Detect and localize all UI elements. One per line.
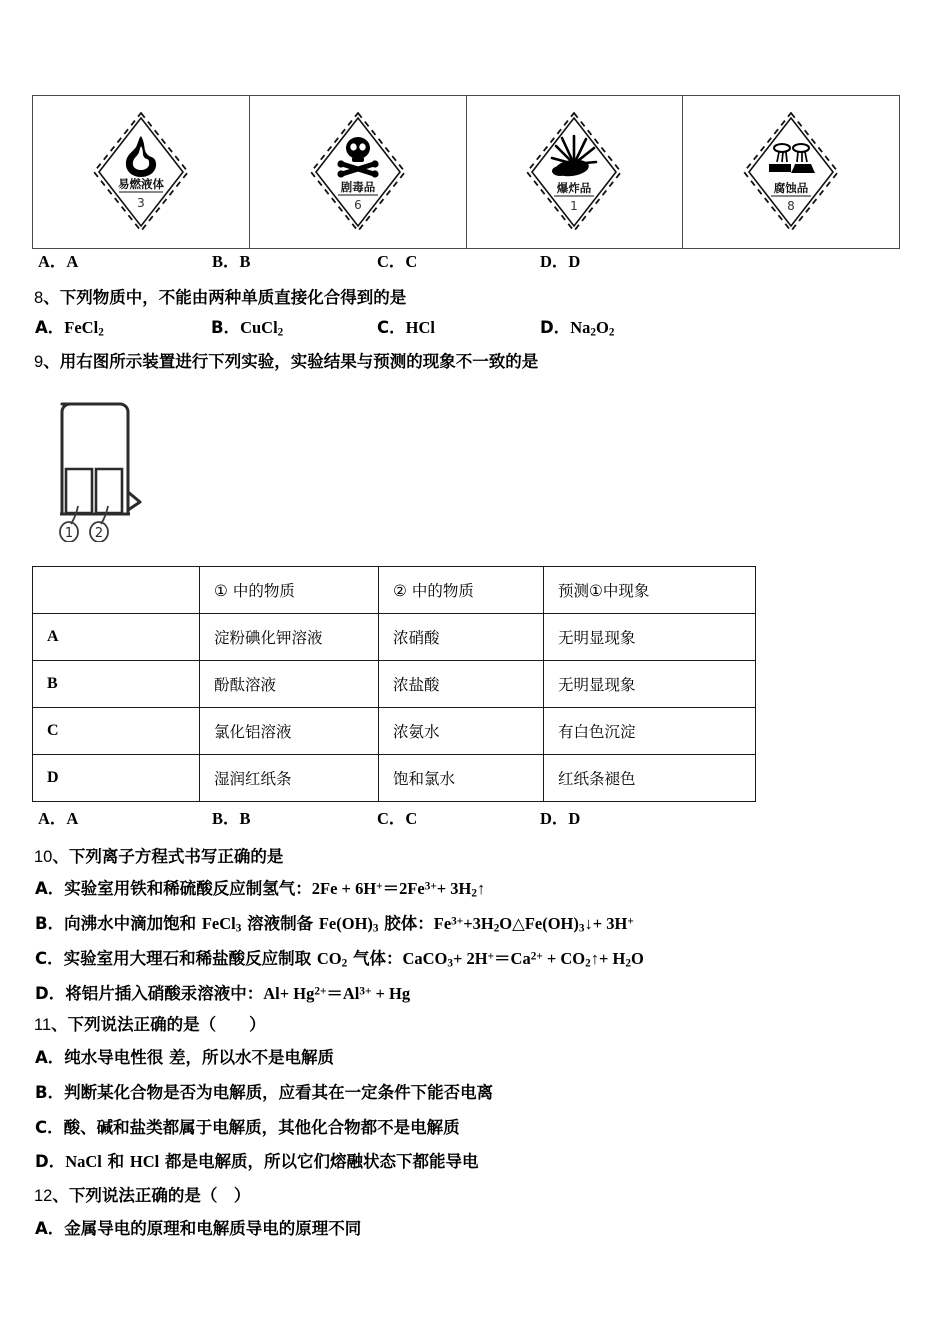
q10-option-d-text: 将铝片插入硝酸汞溶液中： [65,984,264,1003]
hazard-cell-c [466,96,683,249]
q9-option-c[interactable]: C．C [377,809,418,828]
skull-crossbones-icon [310,112,406,232]
q10-option-a-text: 实验室用铁和稀硫酸反应制氢气： [64,879,312,898]
exp-row-a-c2: 浓硝酸 [379,614,544,661]
q8-option-c[interactable] [377,318,435,338]
q11-option-d-and: 和 [101,1152,130,1171]
exp-row-c-c1: 氯化铝溶液 [200,708,379,755]
svg-text:3: 3 [137,196,145,210]
q8-option-d-sub1: 2 [590,326,596,339]
q8-option-b-prefix: B． [211,318,241,337]
q10-option-c[interactable] [35,949,644,971]
q8-option-d-sub2: 2 [608,326,615,339]
q11-option-d-nacl: NaCl [65,1152,102,1171]
q9-sep: 、 [43,352,60,371]
exp-row-a-c3: 无明显现象 [544,614,756,661]
q10-option-c-co2: $CO_2$ [316,949,348,970]
q8-option-d-na: Na [570,318,591,337]
q11-option-d-prefix: D． [35,1152,66,1171]
q11-option-d-tail: 都是电解质，所以它们熔融状态下都能导电 [159,1152,479,1171]
q8-option-b-sub: 2 [277,326,284,339]
q10-option-a-prefix: A． [35,879,65,898]
table-header-row [33,567,756,614]
q10-option-a-equation: $2Fe + 6H^+=2Fe^{3+}+$ $3H_2↑$ [311,879,486,900]
q10-option-b-text1: 向沸水中滴加饱和 [64,914,202,933]
q9-stem-text: 用右图所示装置进行下列实验，实验结果与预测的现象不一致的是 [59,352,539,371]
exp-row-d-c3: 红纸条褪色 [544,755,756,802]
exp-row-b-c2: 浓盐酸 [379,661,544,708]
q8-stem-text: 下列物质中，不能由两种单质直接化合得到的是 [59,288,407,307]
q10-number: 10 [34,848,53,866]
table-row [33,755,756,802]
q7-option-d[interactable]: D．D [540,252,581,271]
q10-option-c-prefix: C． [35,949,64,968]
svg-text:2: 2 [94,526,104,541]
q10-option-c-text2: 气体： [347,949,403,968]
hazard-label-table [32,95,900,249]
q11-option-d-hcl: HCl [129,1152,160,1171]
table-row [33,708,756,755]
q11-stem-text: 下列说法正确的是（ ） [67,1015,266,1034]
q11-option-a[interactable]: A．纯水导电性很 差，所以水不是电解质 [35,1048,335,1067]
exp-header-substance1: ① 中的物质 [200,567,379,614]
corrosion-icon [743,112,839,232]
exp-row-b-c3: 无明显现象 [544,661,756,708]
q11-sep: 、 [51,1015,68,1034]
q8-option-a-prefix: A． [35,318,65,337]
q10-option-b-equation: $Fe^{3+}+3H_2O\triangle Fe(OH)_3↓+ 3H^+$ [433,914,634,935]
q7-option-a[interactable]: A．A [38,252,79,271]
apparatus-diagram [44,392,160,542]
exp-row-b-c1: 酚酞溶液 [200,661,379,708]
q10-stem [34,847,283,868]
q11-option-c[interactable]: C．酸、碱和盐类都属于电解质，其他化合物都不是电解质 [35,1118,460,1137]
exp-row-c-c2: 浓氨水 [379,708,544,755]
q8-option-a[interactable] [35,318,104,340]
q12-stem [34,1186,250,1207]
q11-option-d[interactable] [35,1152,478,1172]
q11-option-b[interactable]: B．判断某化合物是否为电解质，应看其在一定条件下能否电离 [35,1083,494,1102]
svg-text:腐蚀品: 腐蚀品 [773,181,809,195]
exp-row-label-d: D [33,755,200,802]
exp-row-label-a: A [33,614,200,661]
table-row [33,96,900,249]
q10-option-b-feoh3: $Fe(OH)_3$ [318,914,379,935]
exp-row-a-c1: 淀粉碘化钾溶液 [200,614,379,661]
q11-number: 11 [34,1016,52,1034]
exp-header-substance2: ② 中的物质 [379,567,544,614]
q8-stem [34,288,406,309]
hazard-cell-b [249,96,466,249]
q9-number: 9 [34,353,44,371]
hazard-cell-a [33,96,250,249]
q8-sep: 、 [43,288,60,307]
q10-sep: 、 [52,847,69,866]
q12-sep: 、 [52,1186,69,1205]
exp-header-blank [33,567,200,614]
explosion-icon [526,112,622,232]
q12-stem-text: 下列说法正确的是（ ） [68,1186,251,1205]
q10-option-b-text3: 胶体： [378,914,434,933]
svg-text:8: 8 [787,199,795,213]
flame-icon [93,112,189,232]
q8-option-a-formula: FeCl [64,318,99,337]
table-row [33,661,756,708]
q10-option-d-equation: $Al+ Hg^{2+}=Al^{3+} + Hg$ [263,984,411,1003]
table-row [33,614,756,661]
exp-header-prediction: 预测①中现象 [544,567,756,614]
svg-text:1: 1 [64,526,74,541]
experiment-table [32,566,756,802]
q9-option-a[interactable]: A．A [38,809,79,828]
q9-option-b[interactable]: B．B [212,809,251,828]
exp-row-label-c: C [33,708,200,755]
q10-option-b-text2: 溶液制备 [241,914,319,933]
hazard-cell-d [683,96,900,249]
q9-option-d[interactable]: D．D [540,809,581,828]
q8-option-d-prefix: D． [540,318,571,337]
q9-stem [34,352,538,373]
svg-text:1: 1 [570,199,579,213]
q8-option-c-formula: HCl [405,318,435,337]
q10-option-d[interactable] [35,984,410,1004]
q10-option-c-equation: CaCO$_3$+ $2H^+=Ca^{2+}$ + $CO_2↑+ H_2O$ [402,949,644,970]
q12-number: 12 [34,1187,53,1205]
q7-option-b[interactable]: B．B [212,252,251,271]
exp-row-d-c2: 饱和氯水 [379,755,544,802]
q8-option-b-formula: CuCl [240,318,278,337]
q8-option-d-o: O [595,318,609,337]
q8-option-c-prefix: C． [377,318,406,337]
svg-text:爆炸品: 爆炸品 [557,181,592,195]
q8-option-a-sub: 2 [98,326,104,339]
svg-text:剧毒品: 剧毒品 [340,180,375,194]
exp-row-label-b: B [33,661,200,708]
q10-option-b-prefix: B． [35,914,65,933]
svg-text:易燃液体: 易燃液体 [117,177,164,191]
q10-option-b-fecl3: FeCl$_3$ [201,914,242,935]
q8-option-b[interactable] [211,318,283,340]
q10-option-a[interactable] [35,879,485,901]
q10-stem-text: 下列离子方程式书写正确的是 [68,847,284,866]
q10-option-d-prefix: D． [35,984,66,1003]
q10-option-c-text1: 实验室用大理石和稀盐酸反应制取 [63,949,317,968]
q8-option-d[interactable] [540,318,614,340]
exp-row-d-c1: 湿润红纸条 [200,755,379,802]
q12-option-a[interactable]: A．金属导电的原理和电解质导电的原理不同 [35,1219,362,1238]
q8-number: 8 [34,289,44,307]
q7-option-c[interactable]: C．C [377,252,418,271]
q11-stem [34,1015,266,1036]
exp-row-c-c3: 有白色沉淀 [544,708,756,755]
svg-text:6: 6 [353,198,362,212]
q10-option-b[interactable] [35,914,634,936]
